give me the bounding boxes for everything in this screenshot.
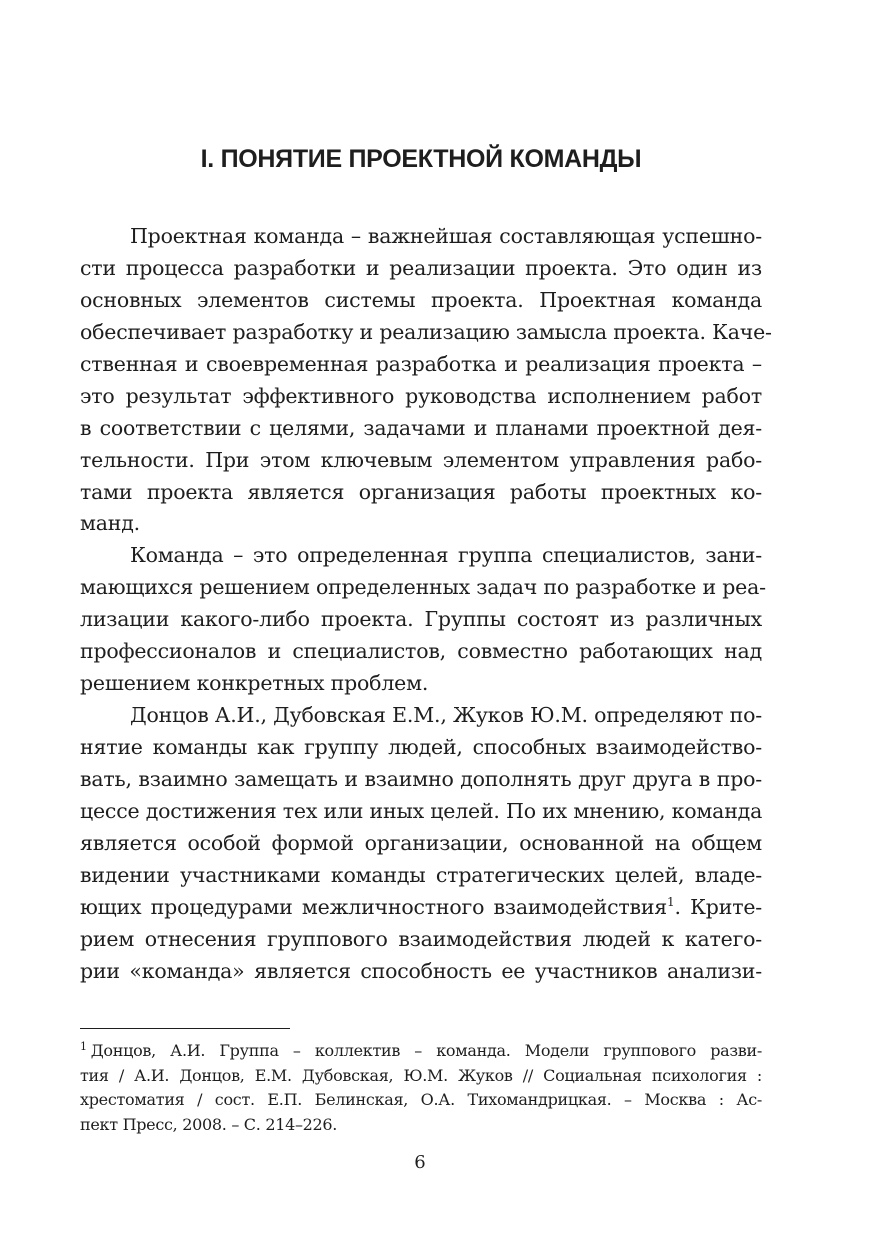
text-line: Донцов А.И., Дубовская Е.М., Жуков Ю.М. определяют по- — [130, 703, 762, 728]
text-line: в соответствии с целями, задачами и планами проектной дея- — [80, 415, 762, 440]
text-segment: . Крите- — [674, 894, 762, 919]
footnote — [80, 1039, 762, 1138]
text-line: Проектная команда – важнейшая составляющая успешно- — [130, 224, 762, 248]
text-line: профессионалов и специалистов, совместно работающих над — [80, 639, 762, 664]
footnote-line: тия / А.И. Донцов, Е.М. Дубовская, Ю.М. Жуков // Социальная психология : — [80, 1065, 762, 1085]
footnote-line: хрестоматия / сост. Е.П. Белинская, О.А. Тихомандрицкая. – Москва : Ас- — [80, 1090, 762, 1110]
text-line: лизации какого-либо проекта. Группы состоят из различных — [80, 607, 762, 632]
text-line: ственная и своевременная разработка и реализация проекта – — [80, 351, 762, 376]
text-line: манд. — [80, 511, 140, 536]
footnote-line — [80, 1039, 762, 1064]
text-line: тельности. При этом ключевым элементом управления рабо- — [80, 447, 762, 472]
text-line: мающихся решением определенных задач по разработке и реа- — [80, 575, 766, 600]
footnote-separator — [80, 1028, 290, 1029]
text-line: является особой формой организации, основанной на общем — [80, 830, 762, 855]
chapter-heading: I. ПОНЯТИЕ ПРОЕКТНОЙ КОМАНДЫ — [200, 145, 642, 173]
body-text — [80, 221, 772, 988]
text-segment: ющих процедурами межличностного взаимодействия — [80, 894, 668, 919]
text-line: сти процесса разработки и реализации проекта. Это один из — [80, 255, 762, 280]
footnote-number: 1 — [80, 1039, 87, 1053]
footnote-text: Донцов, А.И. Группа – коллектив – команда. Модели группового разви- — [90, 1041, 762, 1060]
text-line: решением конкретных проблем. — [80, 671, 429, 696]
text-line-with-footnote — [80, 892, 762, 924]
text-line: видении участниками команды стратегических целей, владе- — [80, 862, 762, 887]
footnote-line: пект Пресс, 2008. – С. 214–226. — [80, 1115, 338, 1135]
text-line: Команда – это определенная группа специалистов, зани- — [130, 543, 762, 568]
text-line: рии «команда» является способность ее участников анализи- — [80, 958, 762, 983]
text-line: обеспечивает разработку и реализацию замысла проекта. Каче- — [80, 319, 772, 344]
text-line: цессе достижения тех или иных целей. По их мнению, команда — [80, 798, 763, 823]
text-line: рием отнесения группового взаимодействия людей к катего- — [80, 926, 762, 951]
text-line: нятие команды как группу людей, способных взаимодейство- — [80, 735, 762, 759]
text-line: основных элементов системы проекта. Проектная команда — [80, 287, 762, 312]
text-line: вать, взаимно замещать и взаимно дополнять друг друга в про- — [80, 766, 762, 791]
text-line: тами проекта является организация работы проектных ко- — [80, 479, 762, 504]
page-number: 6 — [414, 1152, 426, 1173]
text-line: это результат эффективного руководства исполнением работ — [80, 383, 762, 408]
footnote-reference[interactable]: 1 — [667, 894, 675, 909]
